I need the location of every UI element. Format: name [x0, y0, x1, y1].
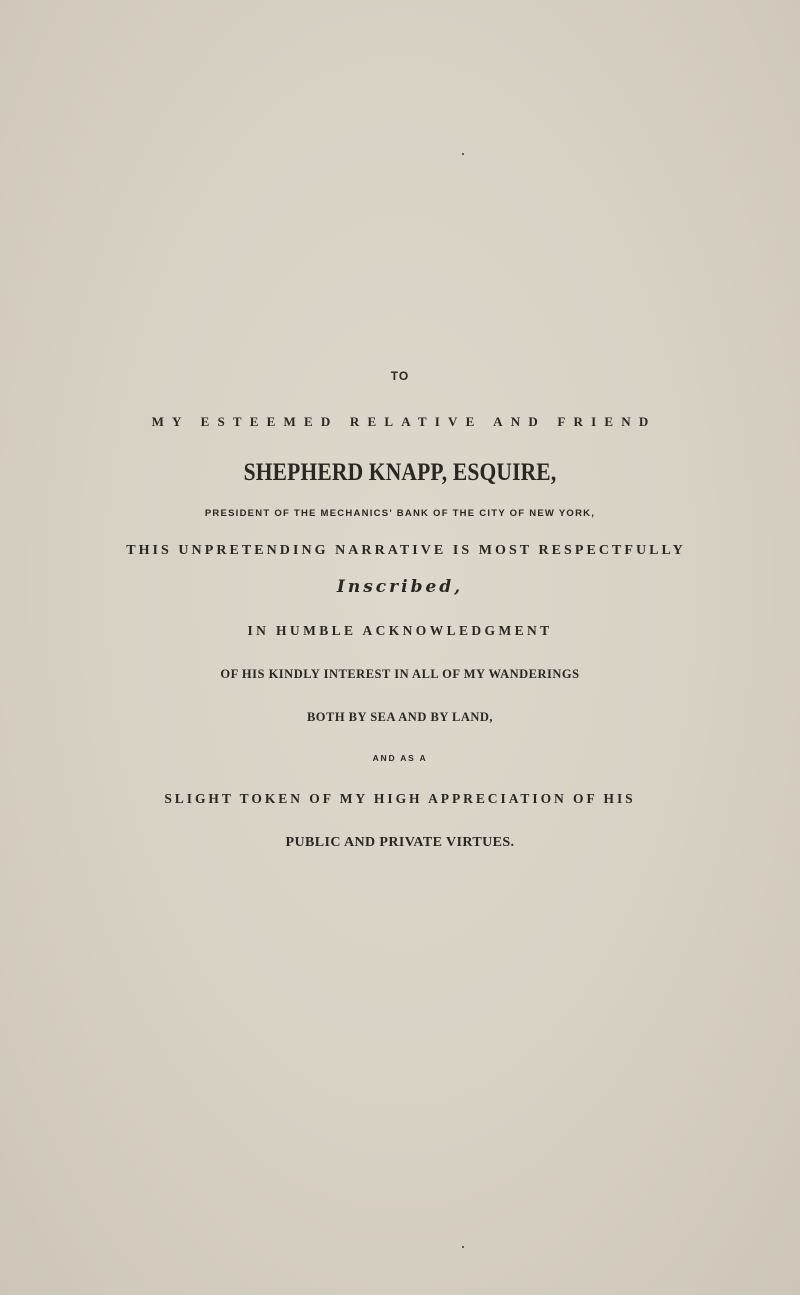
dedication-acknowledgment: IN HUMBLE ACKNOWLEDGMENT — [247, 623, 553, 638]
dedication-and-as-a: AND AS A — [372, 753, 428, 763]
dedication-to: TO — [390, 369, 410, 383]
dedication-interest-line: OF HIS KINDLY INTEREST IN ALL OF MY WANDERINGS — [220, 667, 580, 681]
dedication-token-line: SLIGHT TOKEN OF MY HIGH APPRECIATION OF HIS — [164, 791, 636, 806]
dedication-esteemed-line: MY ESTEEMED RELATIVE AND FRIEND — [151, 414, 657, 429]
dedicatee-name: SHEPHERD KNAPP, ESQUIRE, — [243, 459, 557, 486]
ink-speck — [462, 1246, 464, 1248]
dedication-sea-land: BOTH BY SEA AND BY LAND, — [306, 710, 494, 724]
dedication-virtues: PUBLIC AND PRIVATE VIRTUES. — [285, 835, 515, 850]
ink-speck — [462, 153, 464, 155]
dedicatee-title: PRESIDENT OF THE MECHANICS' BANK OF THE CITY OF NEW YORK, — [204, 508, 596, 519]
dedication-narrative-line: THIS UNPRETENDING NARRATIVE IS MOST RESPECTFULLY — [126, 543, 686, 558]
dedication-inscribed: Inscribed, — [336, 577, 464, 597]
